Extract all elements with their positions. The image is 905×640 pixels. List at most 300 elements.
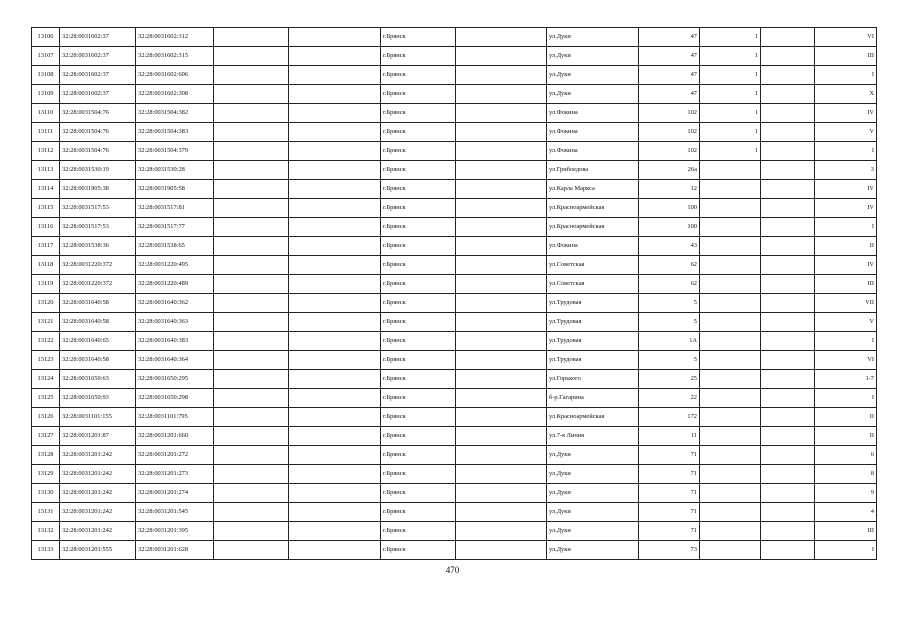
cell-house: 71 [639,522,700,541]
cell-city: г.Брянск [381,256,456,275]
table-row [32,408,877,427]
cell-empty [761,389,815,408]
cell-quarter: 32:28:0031640:58 [60,351,136,370]
registry-table [31,27,877,560]
cell-street: ул.Советская [547,275,639,294]
cell-house: 5 [639,313,700,332]
cell-street: ул.Трудовая [547,351,639,370]
cell-empty [456,123,547,142]
cell-flat [700,161,761,180]
cell-street: ул.Дуки [547,47,639,66]
table-row [32,541,877,560]
table-row [32,465,877,484]
cell-city: г.Брянск [381,522,456,541]
cell-empty [214,275,289,294]
cell-n: 13124 [32,370,60,389]
cell-street: ул.Горького [547,370,639,389]
cell-empty [761,522,815,541]
cell-house: 25 [639,370,700,389]
cell-cad: 32:28:0031640:363 [136,313,214,332]
cell-city: г.Брянск [381,313,456,332]
cell-city: г.Брянск [381,427,456,446]
cell-house: 12 [639,180,700,199]
cell-cad: 32:28:0031517:77 [136,218,214,237]
cell-empty [456,313,547,332]
cell-city: г.Брянск [381,370,456,389]
cell-city: г.Брянск [381,28,456,47]
table-row [32,47,877,66]
cell-quarter: 32:28:0031650:93 [60,389,136,408]
cell-empty [761,199,815,218]
cell-house: 47 [639,66,700,85]
cell-quarter: 32:28:0031602:37 [60,28,136,47]
cell-quarter: 32:28:0031640:58 [60,313,136,332]
cell-empty [456,66,547,85]
cell-extra: IV [815,180,877,199]
cell-empty [456,275,547,294]
cell-house: 73 [639,541,700,560]
cell-flat [700,237,761,256]
table-row [32,199,877,218]
cell-n: 13107 [32,47,60,66]
cell-extra: I [815,332,877,351]
cell-quarter: 32:28:0031905:38 [60,180,136,199]
cell-extra: 4 [815,503,877,522]
cell-flat [700,199,761,218]
cell-n: 13117 [32,237,60,256]
table-row [32,85,877,104]
cell-city: г.Брянск [381,484,456,503]
cell-flat [700,522,761,541]
cell-extra: 1-7 [815,370,877,389]
cell-extra: 3 [815,161,877,180]
table-row [32,275,877,294]
cell-empty [761,541,815,560]
cell-street: ул.Дуки [547,522,639,541]
cell-quarter: 32:28:0031201:242 [60,522,136,541]
cell-house: 102 [639,104,700,123]
cell-extra: I [815,142,877,161]
cell-empty [456,541,547,560]
cell-empty [456,85,547,104]
cell-empty [456,218,547,237]
cell-cad: 32:28:0031201:273 [136,465,214,484]
cell-empty [289,237,381,256]
cell-empty [289,408,381,427]
cell-empty [456,370,547,389]
cell-empty [456,294,547,313]
cell-city: г.Брянск [381,541,456,560]
cell-quarter: 32:28:0031201:87 [60,427,136,446]
cell-empty [761,427,815,446]
cell-empty [761,332,815,351]
cell-empty [214,389,289,408]
cell-cad: 32:28:0031201:628 [136,541,214,560]
cell-cad: 32:28:0031602:606 [136,66,214,85]
cell-flat [700,541,761,560]
cell-empty [214,541,289,560]
cell-cad: 32:28:0031602:312 [136,28,214,47]
cell-extra: II [815,427,877,446]
table-row [32,256,877,275]
cell-house: 100 [639,199,700,218]
cell-empty [761,104,815,123]
cell-n: 13122 [32,332,60,351]
cell-cad: 32:28:0031201:660 [136,427,214,446]
cell-city: г.Брянск [381,199,456,218]
cell-empty [761,313,815,332]
table-row [32,370,877,389]
cell-house: 1А [639,332,700,351]
cell-cad: 32:28:0031504:383 [136,123,214,142]
table-row [32,123,877,142]
cell-quarter: 32:28:0031201:242 [60,465,136,484]
table-row [32,218,877,237]
table-row [32,484,877,503]
cell-quarter: 32:28:0031602:37 [60,85,136,104]
cell-street: ул.Красноармейская [547,199,639,218]
cell-empty [761,256,815,275]
cell-empty [214,104,289,123]
cell-house: 71 [639,446,700,465]
cell-empty [761,161,815,180]
cell-n: 13113 [32,161,60,180]
cell-city: г.Брянск [381,332,456,351]
cell-empty [761,408,815,427]
cell-city: г.Брянск [381,389,456,408]
cell-empty [214,66,289,85]
cell-n: 13119 [32,275,60,294]
cell-cad: 32:28:0031201:272 [136,446,214,465]
cell-flat [700,427,761,446]
cell-empty [761,275,815,294]
cell-cad: 32:28:0031640:383 [136,332,214,351]
cell-empty [761,85,815,104]
table-row [32,503,877,522]
cell-n: 13130 [32,484,60,503]
cell-street: ул.Фокина [547,104,639,123]
cell-n: 13126 [32,408,60,427]
cell-house: 102 [639,142,700,161]
cell-empty [214,28,289,47]
table-row [32,237,877,256]
cell-empty [289,85,381,104]
cell-city: г.Брянск [381,142,456,161]
cell-cad: 32:28:0031504:379 [136,142,214,161]
cell-quarter: 32:28:0031530:19 [60,161,136,180]
cell-city: г.Брянск [381,351,456,370]
cell-empty [214,123,289,142]
cell-empty [214,180,289,199]
cell-quarter: 32:28:0031201:555 [60,541,136,560]
cell-city: г.Брянск [381,180,456,199]
cell-empty [289,199,381,218]
cell-flat: 1 [700,66,761,85]
cell-quarter: 32:28:0031220:372 [60,256,136,275]
cell-house: 71 [639,465,700,484]
cell-flat: 1 [700,142,761,161]
cell-flat [700,351,761,370]
cell-empty [289,180,381,199]
cell-empty [289,351,381,370]
cell-street: ул.Грибоедова [547,161,639,180]
cell-empty [289,123,381,142]
cell-house: 43 [639,237,700,256]
cell-n: 13112 [32,142,60,161]
cell-n: 13116 [32,218,60,237]
cell-empty [289,503,381,522]
cell-extra: 6 [815,446,877,465]
table-row [32,28,877,47]
cell-n: 13129 [32,465,60,484]
cell-empty [214,294,289,313]
cell-flat [700,408,761,427]
table-row [32,332,877,351]
cell-flat [700,370,761,389]
cell-city: г.Брянск [381,503,456,522]
cell-empty [456,389,547,408]
cell-empty [214,237,289,256]
cell-quarter: 32:28:0031640:65 [60,332,136,351]
cell-extra: IV [815,104,877,123]
cell-empty [456,142,547,161]
cell-empty [214,161,289,180]
cell-n: 13108 [32,66,60,85]
cell-flat [700,275,761,294]
cell-street: ул.Дуки [547,446,639,465]
cell-empty [456,256,547,275]
cell-empty [456,104,547,123]
cell-flat [700,218,761,237]
cell-empty [214,218,289,237]
table-row [32,313,877,332]
cell-house: 100 [639,218,700,237]
cell-flat: 1 [700,123,761,142]
cell-quarter: 32:28:0031201:242 [60,503,136,522]
cell-n: 13123 [32,351,60,370]
cell-extra: I [815,218,877,237]
cell-quarter: 32:28:0031517:53 [60,218,136,237]
cell-quarter: 32:28:0031602:37 [60,47,136,66]
cell-empty [456,465,547,484]
table-row [32,351,877,370]
cell-house: 22 [639,389,700,408]
cell-empty [289,104,381,123]
cell-empty [761,294,815,313]
cell-empty [214,85,289,104]
cell-city: г.Брянск [381,465,456,484]
cell-street: ул.Дуки [547,541,639,560]
cell-flat [700,389,761,408]
cell-house: 47 [639,28,700,47]
cell-street: ул.Трудовая [547,332,639,351]
table-row [32,161,877,180]
cell-cad: 32:28:0031220:495 [136,256,214,275]
cell-street: ул.Красноармейская [547,408,639,427]
cell-quarter: 32:28:0031201:242 [60,446,136,465]
cell-quarter: 32:28:0031504:76 [60,123,136,142]
cell-city: г.Брянск [381,218,456,237]
cell-extra: I [815,389,877,408]
cell-empty [456,503,547,522]
cell-house: 71 [639,484,700,503]
table-row [32,66,877,85]
cell-empty [289,389,381,408]
cell-cad: 32:28:0031650:295 [136,370,214,389]
cell-empty [214,446,289,465]
cell-empty [761,465,815,484]
cell-quarter: 32:28:0031640:58 [60,294,136,313]
cell-street: ул.Трудовая [547,294,639,313]
cell-quarter: 32:28:0031504:76 [60,104,136,123]
table-row [32,104,877,123]
cell-n: 13125 [32,389,60,408]
cell-empty [214,256,289,275]
cell-empty [289,161,381,180]
cell-empty [214,427,289,446]
cell-empty [456,351,547,370]
cell-street: ул.Фокина [547,142,639,161]
cell-n: 13127 [32,427,60,446]
cell-street: ул.Фокина [547,123,639,142]
cell-house: 26а [639,161,700,180]
cell-quarter: 32:28:0031517:53 [60,199,136,218]
cell-extra: VI [815,351,877,370]
cell-cad: 32:28:0031905:58 [136,180,214,199]
cell-empty [214,408,289,427]
cell-city: г.Брянск [381,123,456,142]
cell-empty [761,123,815,142]
table-row [32,180,877,199]
cell-extra: II [815,237,877,256]
cell-empty [214,370,289,389]
cell-empty [289,465,381,484]
cell-empty [456,28,547,47]
cell-extra: VII [815,294,877,313]
cell-empty [456,522,547,541]
cell-street: ул.Дуки [547,465,639,484]
cell-n: 13110 [32,104,60,123]
table-row [32,427,877,446]
cell-house: 11 [639,427,700,446]
cell-street: ул.Дуки [547,28,639,47]
cell-street: ул.Дуки [547,85,639,104]
cell-empty [214,199,289,218]
cell-street: ул.Советская [547,256,639,275]
cell-city: г.Брянск [381,85,456,104]
cell-extra: 9 [815,484,877,503]
cell-cad: 32:28:0031517:81 [136,199,214,218]
cell-empty [214,503,289,522]
cell-empty [214,313,289,332]
cell-cad: 32:28:0031201:274 [136,484,214,503]
cell-empty [761,28,815,47]
cell-flat [700,484,761,503]
cell-city: г.Брянск [381,275,456,294]
cell-flat [700,446,761,465]
cell-empty [456,180,547,199]
cell-empty [289,28,381,47]
cell-house: 62 [639,256,700,275]
cell-extra: I [815,541,877,560]
cell-cad: 32:28:0031602:315 [136,47,214,66]
cell-flat: 1 [700,28,761,47]
cell-empty [214,465,289,484]
cell-house: 102 [639,123,700,142]
cell-quarter: 32:28:0031220:372 [60,275,136,294]
cell-street: ул.Дуки [547,484,639,503]
cell-empty [214,522,289,541]
cell-street: ул.Дуки [547,66,639,85]
cell-empty [456,237,547,256]
cell-quarter: 32:28:0031602:37 [60,66,136,85]
cell-flat: 1 [700,85,761,104]
cell-street: ул.7-я Линия [547,427,639,446]
cell-empty [761,180,815,199]
cell-city: г.Брянск [381,237,456,256]
cell-extra: IV [815,256,877,275]
table-row [32,446,877,465]
cell-empty [214,142,289,161]
cell-empty [761,142,815,161]
cell-house: 47 [639,47,700,66]
cell-empty [289,484,381,503]
cell-city: г.Брянск [381,47,456,66]
cell-street: б-р.Гагарина [547,389,639,408]
cell-empty [761,66,815,85]
cell-n: 13133 [32,541,60,560]
cell-quarter: 32:28:0031101:155 [60,408,136,427]
cell-extra: IV [815,199,877,218]
cell-cad: 32:28:0031640:362 [136,294,214,313]
cell-cad: 32:28:0031220:489 [136,275,214,294]
cell-street: ул.Трудовая [547,313,639,332]
cell-empty [214,332,289,351]
cell-empty [456,408,547,427]
cell-empty [761,47,815,66]
cell-flat [700,180,761,199]
cell-flat [700,465,761,484]
table-row [32,294,877,313]
cell-house: 5 [639,351,700,370]
cell-flat [700,313,761,332]
table-row [32,522,877,541]
table-row [32,389,877,408]
cell-empty [214,484,289,503]
cell-empty [456,446,547,465]
cell-n: 13131 [32,503,60,522]
cell-n: 13109 [32,85,60,104]
cell-extra: III [815,522,877,541]
cell-house: 71 [639,503,700,522]
cell-empty [456,484,547,503]
table-row [32,142,877,161]
cell-quarter: 32:28:0031650:63 [60,370,136,389]
cell-empty [289,294,381,313]
cell-city: г.Брянск [381,408,456,427]
cell-cad: 32:28:0031650:298 [136,389,214,408]
cell-street: ул.Фокина [547,237,639,256]
cell-house: 47 [639,85,700,104]
cell-empty [456,47,547,66]
page-number: 470 [445,565,460,575]
cell-street: ул.Красноармейская [547,218,639,237]
cell-empty [289,66,381,85]
cell-empty [761,446,815,465]
cell-empty [456,199,547,218]
cell-quarter: 32:28:0031201:242 [60,484,136,503]
cell-empty [214,351,289,370]
